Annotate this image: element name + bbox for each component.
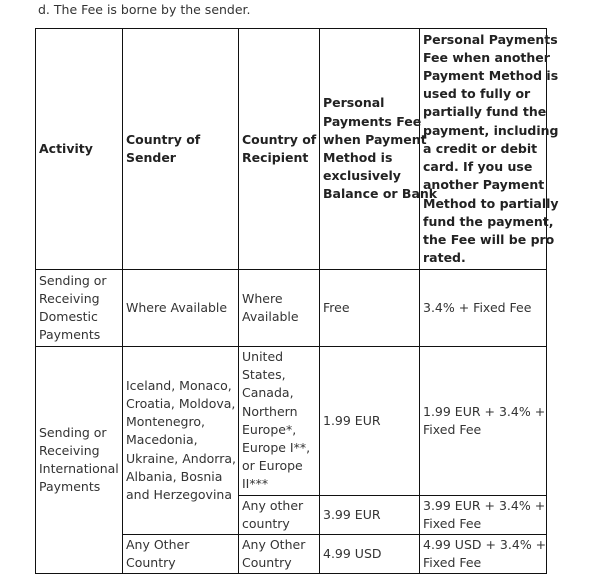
international-exclusive-fee-3: 4.99 USD — [320, 535, 420, 574]
cell-line: Fixed Fee — [423, 555, 482, 571]
international-sender-group1 — [123, 347, 239, 535]
cell-line: Recipient — [242, 150, 309, 165]
cell-line: Country — [242, 555, 292, 571]
international-other-fee-2 — [420, 495, 547, 534]
domestic-exclusive-fee: Free — [320, 270, 420, 347]
cell-line: used to fully or — [423, 86, 531, 102]
cell-line: Europe*, — [242, 421, 297, 437]
cell-line: Payment Method is — [423, 68, 559, 84]
cell-line: Personal Payments — [423, 31, 558, 47]
header-country-of-recipient — [239, 29, 320, 270]
cell-line: 4.99 USD + 3.4% + — [423, 537, 547, 553]
cell-line: Payments — [39, 479, 101, 495]
fee-table — [35, 28, 559, 574]
cell-line: II*** — [242, 476, 269, 492]
cell-line: United — [242, 349, 284, 364]
cell-line: the Fee will be pro — [423, 231, 555, 247]
international-recipient-1 — [239, 347, 320, 496]
cell-line: exclusively — [323, 168, 401, 184]
cell-line: Montenegro, — [126, 414, 205, 430]
cell-line: when Payment — [323, 131, 427, 147]
cell-line: partially fund the — [423, 104, 547, 120]
international-other-fee-3 — [420, 535, 547, 574]
cell-line: Ukraine, Andorra, — [126, 450, 236, 466]
cell-line: Europe I**, — [242, 440, 311, 456]
table-header-row — [36, 29, 547, 270]
domestic-other-fee: 3.4% + Fixed Fee — [420, 270, 547, 347]
cell-line: Fixed Fee — [423, 515, 482, 531]
international-sender-group2: Any Other Country — [123, 535, 239, 574]
international-activity — [36, 347, 123, 574]
cell-line: Any Other — [242, 537, 306, 553]
cell-line: Method is — [323, 150, 393, 165]
domestic-recipient — [239, 270, 320, 347]
cell-line: fund the payment, — [423, 213, 554, 229]
cell-line: States, — [242, 367, 286, 383]
cell-line: a credit or debit — [423, 140, 538, 156]
cell-line: Albania, Bosnia — [126, 468, 223, 484]
cell-line: Payments — [39, 327, 101, 343]
cell-line: country — [242, 515, 290, 531]
cell-line: Receiving — [39, 290, 100, 306]
cell-line: Any other — [242, 497, 304, 513]
domestic-activity — [36, 270, 123, 347]
cell-line: Canada, — [242, 385, 294, 401]
cell-line: International — [39, 461, 119, 477]
cell-line: Receiving — [39, 443, 100, 459]
table-row-international-1 — [36, 347, 547, 496]
cell-line: Sending or — [39, 424, 107, 440]
cell-line: another Payment — [423, 177, 545, 193]
domestic-sender: Where Available — [123, 270, 239, 347]
cell-line: 3.99 EUR + 3.4% + — [423, 497, 546, 513]
international-other-fee-1 — [420, 347, 547, 496]
cell-line: Available — [242, 309, 299, 324]
cell-line: Country of — [242, 131, 317, 147]
cell-line: Personal — [323, 95, 385, 111]
cell-line: Balance or Bank — [323, 186, 438, 202]
header-other-method-fee — [420, 29, 559, 270]
cell-line: or Europe — [242, 458, 303, 474]
cell-line: Domestic — [39, 309, 98, 324]
intro-text: d. The Fee is borne by the sender. — [38, 2, 251, 17]
cell-line: Where — [242, 290, 283, 306]
header-exclusive-balance-fee — [320, 29, 438, 270]
international-recipient-3 — [239, 535, 320, 574]
cell-line: Fee when another — [423, 49, 550, 65]
international-recipient-2 — [239, 495, 320, 534]
cell-line: Sending or — [39, 272, 107, 288]
cell-line: and Herzegovina — [126, 487, 233, 503]
cell-line: rated. — [423, 250, 466, 266]
cell-line: payment, including — [423, 122, 559, 138]
header-country-of-sender: Country of Sender — [123, 29, 239, 270]
table-row-domestic — [36, 270, 547, 347]
header-activity: Activity — [36, 29, 123, 270]
international-exclusive-fee-2: 3.99 EUR — [320, 495, 420, 534]
cell-line: Macedonia, — [126, 432, 198, 448]
cell-line: Fixed Fee — [423, 421, 482, 437]
cell-line: Method to partially — [423, 195, 559, 211]
cell-line: Northern — [242, 403, 298, 419]
cell-line: Croatia, Moldova, — [126, 396, 236, 411]
cell-line: Iceland, Monaco, — [126, 377, 232, 393]
cell-line: card. If you use — [423, 159, 533, 175]
cell-line: 1.99 EUR + 3.4% + — [423, 403, 546, 419]
cell-line: Payments Fee — [323, 113, 422, 129]
international-exclusive-fee-1: 1.99 EUR — [320, 347, 420, 496]
